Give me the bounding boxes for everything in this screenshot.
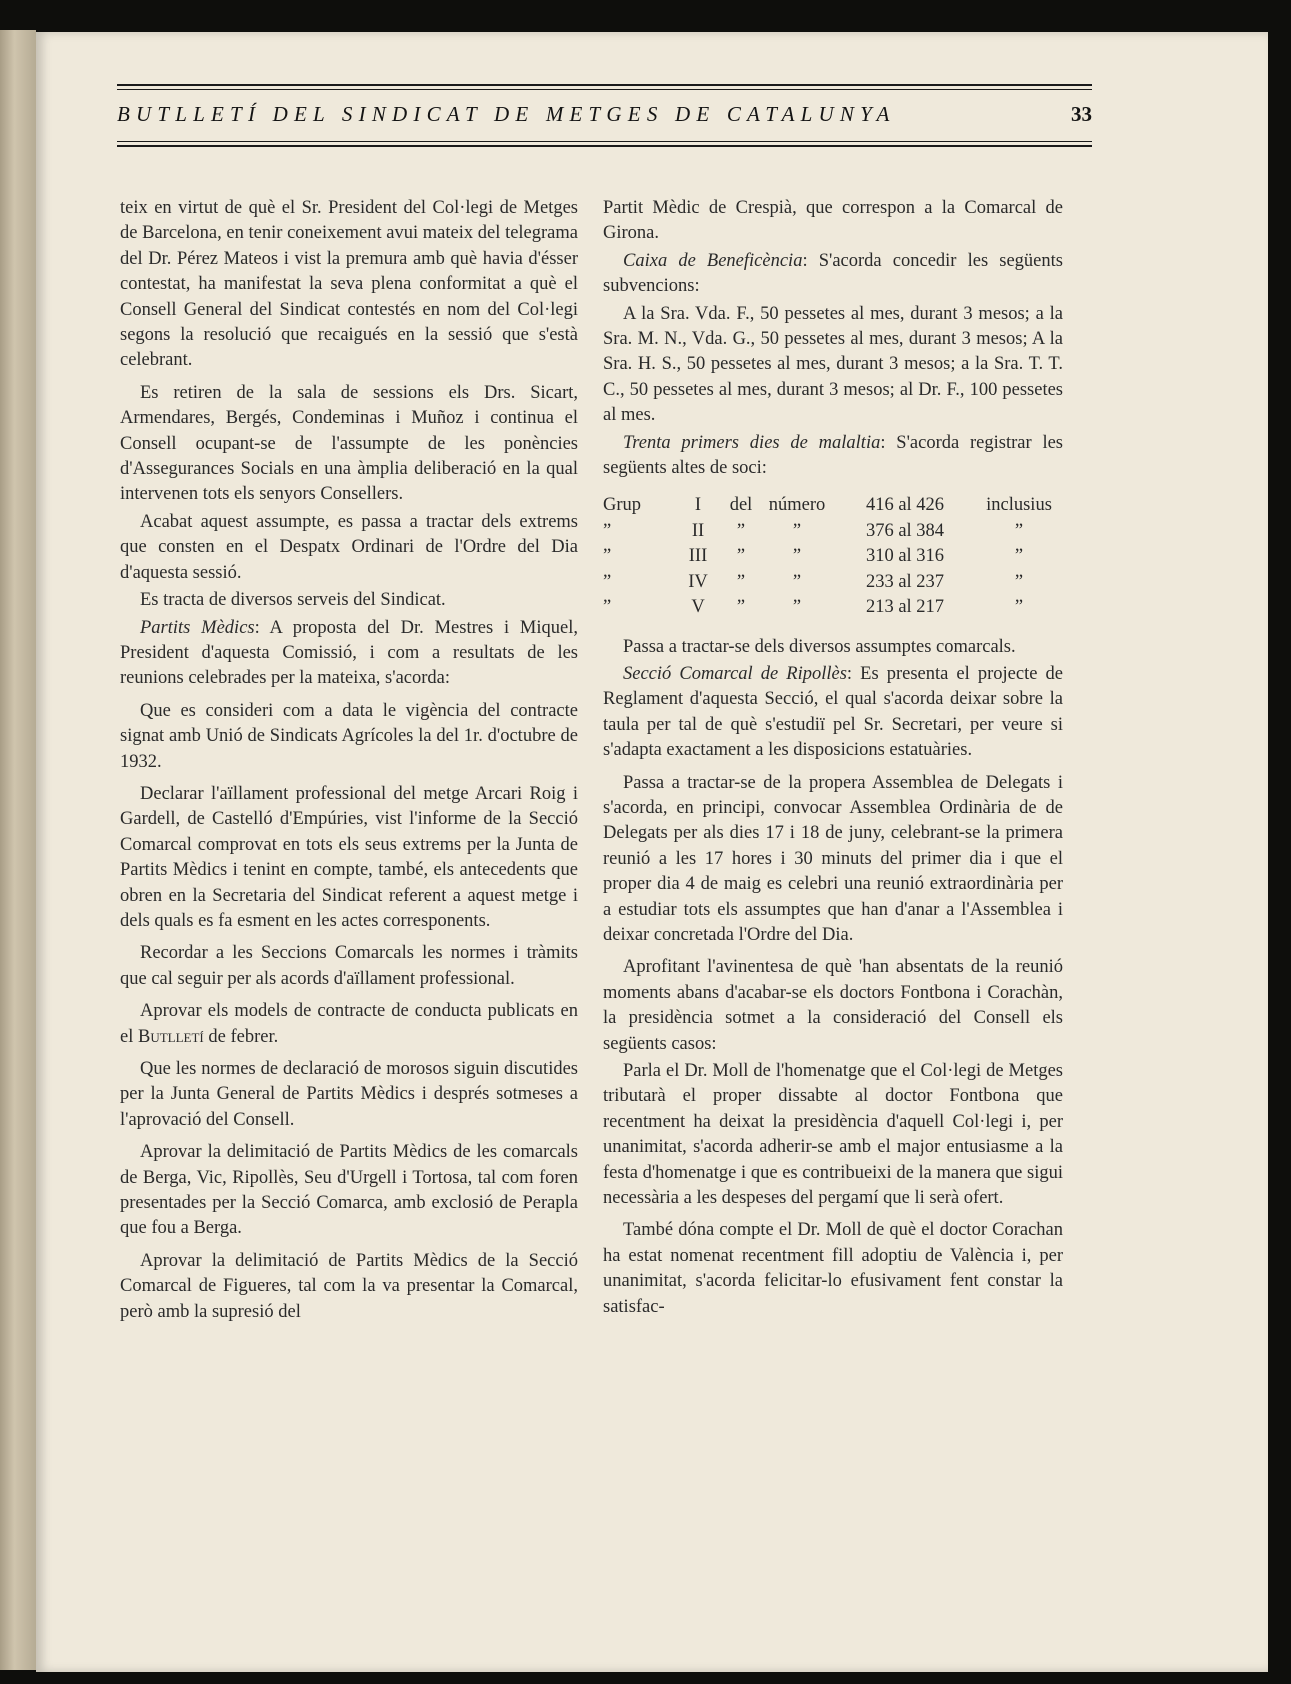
paragraph: teix en virtut de què el Sr. President del Col·legi de Metges de Barcelona, en tenir coneixement avui mateix del telegrama del Dr. Pérez Mateos i vist la premura amb què havia d'ésser contestat, ha manifestat la seva plena conformitat a què el Consell General del Sindicat contestés en nom del Col·legi segons la resolució que recaigués en la sessió que s'està celebrant. bbox=[120, 198, 578, 371]
table-cell-num: I bbox=[694, 495, 702, 516]
table-row bbox=[603, 493, 1063, 518]
table-cell-range: 310 al 316 bbox=[865, 546, 945, 567]
header-rule-bottom-thin bbox=[117, 141, 1092, 142]
table-cell-del: ” bbox=[736, 546, 746, 567]
section-label: Partits Mèdics bbox=[140, 617, 255, 638]
table-cell-inclusius: ” bbox=[1014, 571, 1024, 592]
table-cell-inclusius: ” bbox=[1014, 520, 1024, 541]
table-cell-range: 213 al 217 bbox=[865, 597, 945, 618]
table-cell-inclusius: ” bbox=[1014, 597, 1024, 618]
table-cell-grup: ” bbox=[603, 520, 612, 541]
section-label: Secció Comarcal de Ripollès bbox=[623, 663, 847, 684]
paragraph-text: de febrer. bbox=[203, 1026, 279, 1047]
left-column bbox=[120, 196, 578, 1327]
header-rule-top bbox=[117, 84, 1092, 86]
table-row bbox=[603, 570, 1063, 595]
table-cell-numero: número bbox=[768, 495, 826, 516]
paragraph: A la Sra. Vda. F., 50 pessetes al mes, durant 3 mesos; a la Sra. M. N., Vda. G., 50 pessetes al mes, durant 3 mesos; A la Sra. H. S., 50 pessetes al mes, durant 3 mesos; a la Sra. T. T. C., 50 pessetes al mes, durant 3 mesos; al Dr. F., 100 pessetes al mes. bbox=[603, 303, 1063, 426]
paragraph: Parla el Dr. Moll de l'homenatge que el Col·legi de Metges tributarà el proper dissabte al doctor Fontbona que recentment ha deixat la presidència d'aquell Col·legi i, per unanimitat, s'acorda adherir-se amb el major entusiasme a la festa d'homenatge i que es contribueixi de la manera que sigui necessària a les despeses del pergamí que li serà ofert. bbox=[603, 1061, 1063, 1209]
table-cell-range: 233 al 237 bbox=[865, 571, 945, 592]
paragraph-text: : Es presenta el projecte de Reglament d'aquesta Secció, el qual s'acorda deixar sobre la taula per tal de què s'estudiï pel Sr. Secretari, per veure si s'adapta exactament a les disposicions estatuàries. bbox=[603, 663, 1063, 761]
paragraph bbox=[120, 999, 578, 1050]
paragraph: Es retiren de la sala de sessions els Drs. Sicart, Armendares, Bergés, Condeminas i Muñoz i continua el Consell ocupant-se de l'assumpte de les ponències d'Assegurances Socials en una àmplia deliberació en la qual intervenen tots els senyors Consellers. bbox=[120, 382, 578, 505]
paragraph bbox=[120, 616, 578, 692]
table-cell-inclusius: inclusius bbox=[986, 495, 1052, 516]
table-cell-del: del bbox=[729, 495, 753, 516]
table-cell-num: IV bbox=[688, 571, 708, 592]
paragraph: Declarar l'aïllament professional del metge Arcari Roig i Gardell, de Castelló d'Empúries, vist l'informe de la Secció Comarcal comprovat en tots els seus extrems per la Junta de Partits Mèdics i tenint en compte, també, els antecedents que obren en la Secretaria del Sindicat referent a aquest metge i dels quals es fa esment en les actes corresponents. bbox=[120, 783, 578, 931]
table-cell-numero: ” bbox=[792, 520, 802, 541]
table-row bbox=[603, 519, 1063, 544]
paragraph-text: Aprovar els models de contracte de conducta publicats en el bbox=[120, 1001, 578, 1047]
table-cell-inclusius: ” bbox=[1014, 546, 1024, 567]
paragraph: Passa a tractar-se dels diversos assumptes comarcals. bbox=[623, 636, 1016, 657]
table-cell-range: 376 al 384 bbox=[865, 520, 945, 541]
table-cell-grup: ” bbox=[603, 597, 612, 618]
paragraph: Aprovar la delimitació de Partits Mèdics de la Secció Comarcal de Figueres, tal com la va presentar la Comarcal, però amb la supresió del bbox=[120, 1250, 578, 1322]
member-groups-table bbox=[603, 493, 1063, 620]
paragraph: També dóna compte el Dr. Moll de què el doctor Corachan ha estat nomenat recentment fill adoptiu de València i, per unanimitat, s'acorda felicitar-lo efusivament fent constar la satisfac- bbox=[603, 1220, 1063, 1317]
section-label: Caixa de Beneficència bbox=[623, 250, 803, 271]
table-cell-del: ” bbox=[736, 571, 746, 592]
table-cell-numero: ” bbox=[792, 597, 802, 618]
paragraph: Aprofitant l'avinentesa de què 'han absentats de la reunió moments abans d'acabar-se els doctors Fontbona i Corachàn, la presidència sotmet a la consideració del Consell els següents casos: bbox=[603, 957, 1063, 1054]
table-cell-grup: Grup bbox=[603, 495, 642, 516]
paragraph-text: : S'acorda concedir les següents subvencions: bbox=[603, 250, 1063, 297]
table-cell-grup: ” bbox=[603, 546, 612, 567]
paragraph: Aprovar la delimitació de Partits Mèdics de les comarcals de Berga, Vic, Ripollès, Seu d'Urgell i Tortosa, tal com foren presentades per la Secció Comarca, amb exclosió de Perapla que fou a Berga. bbox=[120, 1142, 578, 1239]
table-cell-grup: ” bbox=[603, 571, 612, 592]
table-cell-del: ” bbox=[736, 520, 746, 541]
table-cell-num: II bbox=[691, 520, 705, 541]
header-rule-top-thin bbox=[117, 89, 1092, 90]
paragraph: Partit Mèdic de Crespià, que correspon a la Comarcal de Girona. bbox=[603, 198, 1063, 244]
paragraph: Acabat aquest assumpte, es passa a tractar dels extrems que consten en el Despatx Ordinari de l'Ordre del Dia d'aquesta sessió. bbox=[120, 511, 578, 583]
right-column bbox=[603, 196, 1063, 1322]
butlleti-smallcaps: Butlletí bbox=[137, 1026, 204, 1047]
table-row bbox=[603, 544, 1063, 569]
paragraph-text: : A proposta del Dr. Mestres i Miquel, President d'aquesta Comissió, i com a resultats de les reunions celebrades per la mateixa, s'acorda: bbox=[120, 617, 578, 689]
paragraph bbox=[603, 249, 1063, 300]
page-header bbox=[117, 80, 1092, 162]
paragraph: Que es consideri com a data le vigència del contracte signat amb Unió de Sindicats Agrícoles la del 1r. d'octubre de 1932. bbox=[120, 700, 578, 772]
paragraph: Passa a tractar-se de la propera Assemblea de Delegats i s'acorda, en principi, convocar Assemblea Ordinària de de Delegats per als dies 17 i 18 de juny, celebrant-se la primera reunió a les 17 hores i 30 minuts del primer dia i que el proper dia 4 de maig es celebri una reunió extraordinària per a estudiar tots els assumptes que han d'anar a l'Assemblea i deixar concretada l'Ordre del Dia. bbox=[603, 772, 1063, 945]
page-number: 33 bbox=[1071, 102, 1092, 126]
table-row bbox=[603, 595, 1063, 620]
section-label: Trenta primers dies de malaltia bbox=[623, 432, 881, 453]
header-rule-bottom bbox=[117, 145, 1092, 147]
facing-page-edge bbox=[0, 30, 36, 1670]
table-cell-del: ” bbox=[736, 597, 746, 618]
table-cell-range: 416 al 426 bbox=[865, 495, 945, 516]
paragraph bbox=[603, 662, 1063, 764]
paragraph: Es tracta de diversos serveis del Sindicat. bbox=[140, 590, 446, 611]
table-cell-numero: ” bbox=[792, 546, 802, 567]
table-cell-num: III bbox=[688, 546, 708, 567]
paragraph bbox=[603, 431, 1063, 482]
running-title: BUTLLETÍ DEL SINDICAT DE METGES DE CATALUNYA bbox=[117, 102, 896, 126]
table-cell-num: V bbox=[691, 597, 705, 618]
paragraph: Que les normes de declaració de morosos siguin discutides per la Junta General de Partits Mèdics i després sotmeses a l'aprovació del Consell. bbox=[120, 1059, 578, 1130]
table-cell-numero: ” bbox=[792, 571, 802, 592]
paragraph: Recordar a les Seccions Comarcals les normes i tràmits que cal seguir per als acords d'aïllament professional. bbox=[120, 943, 578, 989]
paragraph-text: : S'acorda registrar les següents altes de soci: bbox=[603, 432, 1063, 479]
